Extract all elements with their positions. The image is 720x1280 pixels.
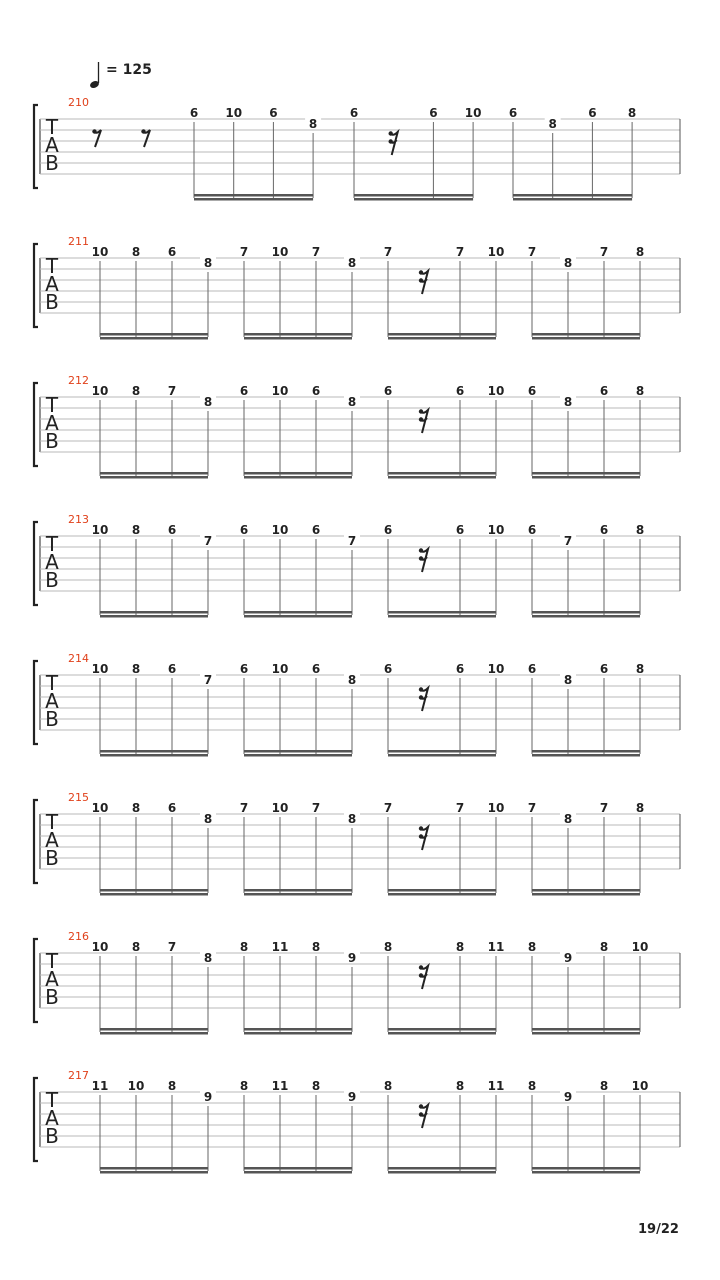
fret-number: 10	[487, 662, 505, 676]
beam-line	[388, 337, 496, 340]
fret-number: 8	[383, 1079, 393, 1093]
fret-number: 6	[599, 384, 609, 398]
fret-number: 6	[527, 523, 537, 537]
tab-clef-letter: T	[45, 671, 59, 695]
fret-number: 8	[635, 801, 645, 815]
beam-line	[100, 615, 208, 618]
fret-number: 6	[455, 523, 465, 537]
fret-number: 8	[635, 523, 645, 537]
fret-number: 10	[91, 662, 109, 676]
beam-line	[388, 1167, 496, 1170]
beam-line	[194, 194, 313, 197]
beam-line	[388, 1028, 496, 1031]
fret-number: 8	[563, 395, 573, 409]
fret-number: 8	[308, 117, 318, 131]
fret-number: 8	[131, 384, 141, 398]
fret-number: 10	[487, 523, 505, 537]
tab-clef-letter: A	[45, 272, 59, 296]
beam-line	[513, 194, 632, 197]
rest-dot	[419, 417, 423, 421]
fret-number: 9	[563, 1090, 573, 1104]
tab-clef-letter: T	[45, 810, 59, 834]
fret-number: 10	[271, 245, 289, 259]
fret-number: 8	[627, 106, 637, 120]
fret-number: 7	[311, 245, 321, 259]
fret-number: 7	[527, 801, 537, 815]
beam-line	[513, 198, 632, 201]
beam-line	[354, 194, 473, 197]
beam-line	[100, 472, 208, 475]
measure-number: 210	[68, 96, 89, 109]
beam-line	[532, 333, 640, 336]
fret-number: 7	[455, 245, 465, 259]
fret-number: 8	[563, 812, 573, 826]
fret-number: 6	[311, 662, 321, 676]
measure-number: 214	[68, 652, 89, 665]
fret-number: 8	[347, 395, 357, 409]
beam-line	[388, 754, 496, 757]
beam-line	[100, 1028, 208, 1031]
beam-line	[244, 1167, 352, 1170]
tab-clef-letter: B	[45, 985, 59, 1009]
beam-line	[388, 472, 496, 475]
fret-number: 6	[189, 106, 199, 120]
fret-number: 6	[167, 801, 177, 815]
tab-clef-letter: T	[45, 1088, 59, 1112]
fret-number: 10	[225, 106, 243, 120]
beam-line	[244, 1028, 352, 1031]
fret-number: 6	[383, 523, 393, 537]
tab-clef-letter: B	[45, 290, 59, 314]
beam-line	[532, 1167, 640, 1170]
fret-number: 6	[383, 384, 393, 398]
tab-system-217	[34, 1069, 680, 1174]
beam-line	[388, 889, 496, 892]
fret-number: 6	[311, 523, 321, 537]
tab-clef-letter: A	[45, 828, 59, 852]
fret-number: 8	[563, 256, 573, 270]
fret-number: 7	[203, 534, 213, 548]
rest-dot	[389, 139, 393, 143]
fret-number: 7	[347, 534, 357, 548]
tab-clef-letter: A	[45, 1106, 59, 1130]
measure-number: 217	[68, 1069, 89, 1082]
fret-number: 9	[563, 951, 573, 965]
tempo-marking: = 125	[106, 62, 152, 78]
tab-clef-letter: A	[45, 689, 59, 713]
fret-number: 11	[271, 1079, 289, 1093]
fret-number: 6	[588, 106, 597, 120]
beam-line	[532, 615, 640, 618]
fret-number: 8	[599, 940, 609, 954]
fret-number: 8	[203, 395, 213, 409]
fret-number: 10	[91, 245, 109, 259]
beam-line	[194, 198, 313, 201]
beam-line	[354, 198, 473, 201]
fret-number: 11	[271, 940, 289, 954]
beam-line	[244, 333, 352, 336]
beam-line	[532, 337, 640, 340]
fret-number: 8	[167, 1079, 177, 1093]
fret-number: 6	[239, 523, 249, 537]
fret-number: 10	[91, 801, 109, 815]
system-bracket	[34, 522, 38, 605]
system-bracket	[34, 105, 38, 188]
fret-number: 6	[167, 245, 177, 259]
beam-line	[244, 750, 352, 753]
fret-number: 8	[527, 1079, 537, 1093]
eighth-rest-dot	[92, 129, 96, 133]
fret-number: 8	[455, 1079, 465, 1093]
fret-number: 10	[91, 384, 109, 398]
fret-number: 6	[508, 106, 518, 120]
fret-number: 6	[239, 662, 249, 676]
tab-clef-letter: B	[45, 707, 59, 731]
fret-number: 6	[269, 106, 278, 120]
beam-line	[532, 754, 640, 757]
beam-line	[100, 333, 208, 336]
fret-number: 7	[599, 801, 609, 815]
fret-number: 8	[131, 523, 141, 537]
beam-line	[244, 615, 352, 618]
beam-line	[532, 889, 640, 892]
fret-number: 7	[239, 801, 249, 815]
beam-line	[388, 750, 496, 753]
tab-system-214	[34, 652, 680, 757]
rest-dot	[419, 270, 423, 274]
rest-dot	[419, 556, 423, 560]
fret-number: 9	[203, 1090, 213, 1104]
beam-line	[100, 337, 208, 340]
tab-clef-letter: A	[45, 967, 59, 991]
fret-number: 6	[349, 106, 359, 120]
fret-number: 6	[599, 662, 609, 676]
fret-number: 10	[631, 940, 649, 954]
fret-number: 6	[167, 662, 177, 676]
fret-number: 6	[599, 523, 609, 537]
fret-number: 8	[347, 812, 357, 826]
beam-line	[244, 893, 352, 896]
fret-number: 10	[631, 1079, 649, 1093]
beam-line	[244, 476, 352, 479]
rest-dot	[419, 1104, 423, 1108]
beam-line	[532, 750, 640, 753]
fret-number: 8	[311, 940, 321, 954]
tab-clef-letter: B	[45, 1124, 59, 1148]
system-bracket	[34, 1078, 38, 1161]
beam-line	[100, 476, 208, 479]
beam-line	[388, 611, 496, 614]
fret-number: 6	[429, 106, 438, 120]
fret-number: 6	[239, 384, 249, 398]
beam-line	[100, 750, 208, 753]
beam-line	[100, 1171, 208, 1174]
fret-number: 7	[563, 534, 573, 548]
beam-line	[244, 611, 352, 614]
beam-line	[244, 1171, 352, 1174]
fret-number: 7	[167, 384, 177, 398]
tab-clef-letter: B	[45, 151, 59, 175]
beam-line	[100, 1167, 208, 1170]
fret-number: 11	[487, 940, 505, 954]
fret-number: 10	[464, 106, 482, 120]
system-bracket	[34, 244, 38, 327]
rest-dot	[419, 548, 423, 552]
fret-number: 8	[203, 951, 213, 965]
fret-number: 8	[635, 662, 645, 676]
tab-system-210	[34, 96, 680, 201]
fret-number: 10	[271, 801, 289, 815]
fret-number: 6	[527, 662, 537, 676]
rest-dot	[419, 278, 423, 282]
fret-number: 8	[311, 1079, 321, 1093]
fret-number: 7	[383, 801, 393, 815]
tab-clef-letter: A	[45, 550, 59, 574]
beam-line	[388, 1032, 496, 1035]
beam-line	[244, 889, 352, 892]
system-bracket	[34, 383, 38, 466]
fret-number: 8	[383, 940, 393, 954]
beam-line	[388, 476, 496, 479]
tab-clef-letter: B	[45, 429, 59, 453]
fret-number: 7	[167, 940, 177, 954]
fret-number: 7	[527, 245, 537, 259]
fret-number: 6	[455, 384, 465, 398]
beam-line	[388, 1171, 496, 1174]
page-number: 19/22	[638, 1222, 679, 1237]
beam-line	[532, 472, 640, 475]
tab-system-215	[34, 791, 680, 896]
beam-line	[532, 893, 640, 896]
tab-clef-letter: T	[45, 949, 59, 973]
fret-number: 7	[311, 801, 321, 815]
rest-dot	[419, 965, 423, 969]
fret-number: 7	[599, 245, 609, 259]
fret-number: 8	[239, 1079, 249, 1093]
tab-system-212	[34, 374, 680, 479]
system-bracket	[34, 939, 38, 1022]
fret-number: 10	[91, 940, 109, 954]
fret-number: 8	[131, 801, 141, 815]
fret-number: 10	[271, 384, 289, 398]
beam-line	[532, 476, 640, 479]
tab-system-213	[34, 513, 680, 618]
tab-clef-letter: B	[45, 846, 59, 870]
tab-clef-letter: A	[45, 133, 59, 157]
fret-number: 6	[311, 384, 321, 398]
fret-number: 9	[347, 1090, 357, 1104]
beam-line	[100, 611, 208, 614]
fret-number: 8	[131, 245, 141, 259]
beam-line	[388, 615, 496, 618]
fret-number: 8	[563, 673, 573, 687]
rest-dot	[419, 409, 423, 413]
fret-number: 6	[455, 662, 465, 676]
beam-line	[532, 1028, 640, 1031]
fret-number: 11	[91, 1079, 109, 1093]
fret-number: 8	[131, 940, 141, 954]
rest-dot	[419, 695, 423, 699]
beam-line	[244, 1032, 352, 1035]
fret-number: 8	[239, 940, 249, 954]
tab-clef-letter: T	[45, 532, 59, 556]
rest-dot	[419, 834, 423, 838]
fret-number: 8	[548, 117, 557, 131]
fret-number: 8	[635, 245, 645, 259]
fret-number: 10	[271, 523, 289, 537]
beam-line	[100, 754, 208, 757]
fret-number: 9	[347, 951, 357, 965]
beam-line	[100, 893, 208, 896]
tab-clef-letter: T	[45, 115, 59, 139]
beam-line	[100, 889, 208, 892]
fret-number: 10	[127, 1079, 145, 1093]
tab-clef-letter: T	[45, 393, 59, 417]
rest-dot	[419, 826, 423, 830]
beam-line	[100, 1032, 208, 1035]
beam-line	[388, 893, 496, 896]
eighth-rest-dot	[141, 129, 145, 133]
measure-number: 212	[68, 374, 89, 387]
fret-number: 8	[635, 384, 645, 398]
beam-line	[532, 1032, 640, 1035]
beam-line	[532, 611, 640, 614]
beam-line	[532, 1171, 640, 1174]
tab-system-216	[34, 930, 680, 1035]
tab-clef-letter: T	[45, 254, 59, 278]
fret-number: 10	[487, 384, 505, 398]
fret-number: 8	[203, 812, 213, 826]
tab-system-211	[34, 235, 680, 340]
fret-number: 6	[383, 662, 393, 676]
measure-number: 213	[68, 513, 89, 526]
fret-number: 8	[203, 256, 213, 270]
fret-number: 8	[131, 662, 141, 676]
fret-number: 8	[599, 1079, 609, 1093]
fret-number: 7	[455, 801, 465, 815]
beam-line	[244, 754, 352, 757]
fret-number: 10	[487, 245, 505, 259]
system-bracket	[34, 800, 38, 883]
fret-number: 7	[383, 245, 393, 259]
fret-number: 8	[527, 940, 537, 954]
fret-number: 7	[239, 245, 249, 259]
rest-dot	[419, 687, 423, 691]
fret-number: 10	[487, 801, 505, 815]
beam-line	[244, 337, 352, 340]
tab-clef-letter: B	[45, 568, 59, 592]
rest-dot	[419, 1112, 423, 1116]
fret-number: 8	[455, 940, 465, 954]
fret-number: 10	[91, 523, 109, 537]
fret-number: 6	[167, 523, 177, 537]
fret-number: 11	[487, 1079, 505, 1093]
fret-number: 7	[203, 673, 213, 687]
beam-line	[388, 333, 496, 336]
measure-number: 215	[68, 791, 89, 804]
measure-number: 211	[68, 235, 89, 248]
fret-number: 8	[347, 256, 357, 270]
rest-dot	[389, 131, 393, 135]
fret-number: 8	[347, 673, 357, 687]
fret-number: 6	[527, 384, 537, 398]
fret-number: 10	[271, 662, 289, 676]
measure-number: 216	[68, 930, 89, 943]
rest-dot	[419, 973, 423, 977]
tab-clef-letter: A	[45, 411, 59, 435]
beam-line	[244, 472, 352, 475]
system-bracket	[34, 661, 38, 744]
